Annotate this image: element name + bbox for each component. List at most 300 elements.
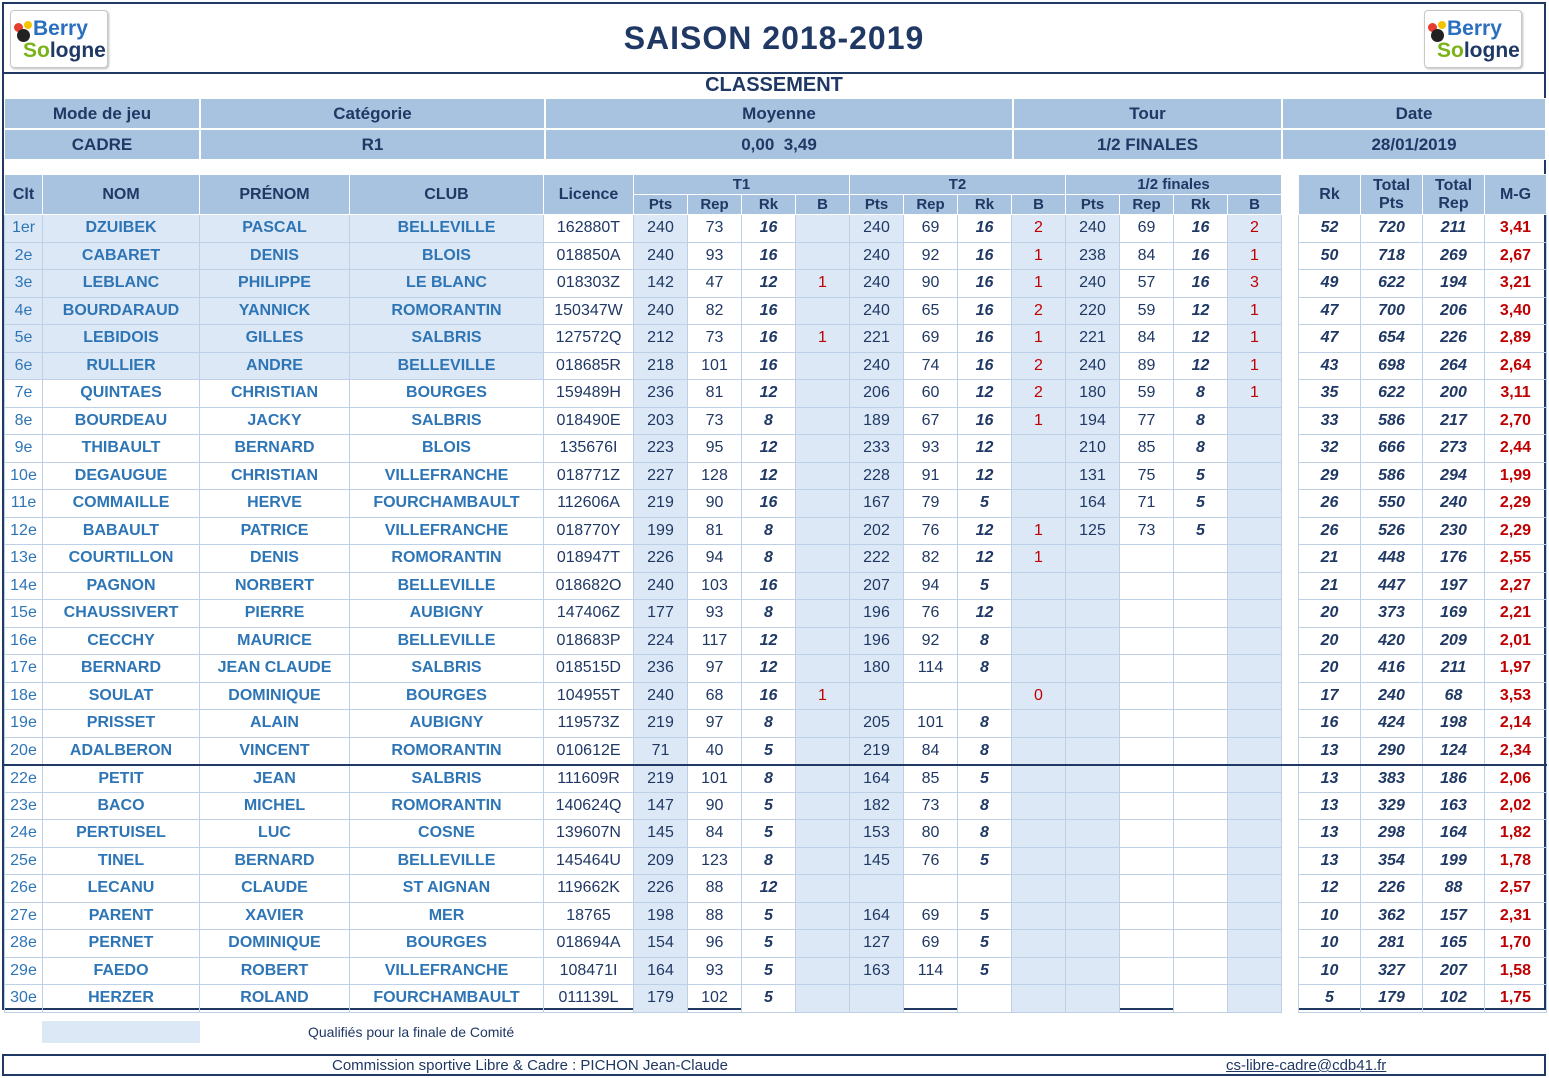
total-pts-cell: 226 — [1361, 875, 1423, 903]
name-cell: THIBAULT — [43, 435, 200, 463]
mg-cell: 2,31 — [1485, 902, 1547, 930]
total-rep-cell: 269 — [1423, 242, 1485, 270]
mg-cell: 1,78 — [1485, 847, 1547, 875]
col-pts-2: Pts — [850, 195, 904, 215]
rep-cell — [1120, 902, 1174, 930]
club-cell: FOURCHAMBAULT — [350, 490, 544, 518]
rank-cell: 2e — [5, 242, 43, 270]
rk-cell: 16 — [742, 325, 796, 353]
rep-cell — [904, 682, 958, 710]
firstname-cell: PHILIPPE — [200, 270, 350, 298]
total-pts-cell: 420 — [1361, 627, 1423, 655]
col-rk-total: Rk — [1299, 175, 1361, 215]
rep-cell: 84 — [1120, 242, 1174, 270]
b-cell: 2 — [1012, 352, 1066, 380]
b-cell — [1228, 490, 1282, 518]
b-cell — [1228, 737, 1282, 765]
name-cell: DEGAUGUE — [43, 462, 200, 490]
gap-cell — [1282, 930, 1299, 958]
club-cell: MER — [350, 902, 544, 930]
mg-cell: 3,53 — [1485, 682, 1547, 710]
mg-cell: 1,97 — [1485, 655, 1547, 683]
table-row — [5, 875, 1547, 903]
total-rk-cell: 12 — [1299, 875, 1361, 903]
table-row — [5, 710, 1547, 738]
licence-cell: 127572Q — [544, 325, 634, 353]
name-cell: CHAUSSIVERT — [43, 600, 200, 628]
total-rep-cell: 199 — [1423, 847, 1485, 875]
rk-cell: 8 — [742, 517, 796, 545]
b-cell — [796, 490, 850, 518]
rep-cell — [1120, 655, 1174, 683]
licence-cell: 018303Z — [544, 270, 634, 298]
ranking-body — [5, 215, 1547, 1013]
club-cell: ROMORANTIN — [350, 297, 544, 325]
club-cell: BLOIS — [350, 242, 544, 270]
gap-cell — [1282, 462, 1299, 490]
pts-cell: 240 — [1066, 215, 1120, 243]
total-pts-cell: 622 — [1361, 380, 1423, 408]
rk-cell: 16 — [1174, 242, 1228, 270]
rk-cell: 16 — [958, 242, 1012, 270]
rk-cell — [1174, 902, 1228, 930]
total-rk-cell: 33 — [1299, 407, 1361, 435]
firstname-cell: JEAN CLAUDE — [200, 655, 350, 683]
name-cell: COMMAILLE — [43, 490, 200, 518]
pts-cell: 189 — [850, 407, 904, 435]
club-cell: SALBRIS — [350, 765, 544, 793]
pts-cell: 240 — [1066, 270, 1120, 298]
table-row — [5, 352, 1547, 380]
pts-cell: 164 — [634, 957, 688, 985]
gap-cell — [1282, 792, 1299, 820]
rep-cell: 59 — [1120, 380, 1174, 408]
rank-cell: 3e — [5, 270, 43, 298]
licence-cell: 018515D — [544, 655, 634, 683]
name-cell: PARENT — [43, 902, 200, 930]
mg-cell: 1,99 — [1485, 462, 1547, 490]
club-cell: BELLEVILLE — [350, 215, 544, 243]
mg-cell: 2,34 — [1485, 737, 1547, 765]
rk-cell: 12 — [1174, 352, 1228, 380]
pts-cell: 240 — [634, 215, 688, 243]
rank-cell: 22e — [5, 765, 43, 793]
pts-cell: 221 — [850, 325, 904, 353]
table-row — [5, 957, 1547, 985]
rank-cell: 17e — [5, 655, 43, 683]
total-rep-cell: 88 — [1423, 875, 1485, 903]
pts-cell: 220 — [1066, 297, 1120, 325]
firstname-cell: CHRISTIAN — [200, 462, 350, 490]
pts-cell: 196 — [850, 627, 904, 655]
licence-cell: 108471I — [544, 957, 634, 985]
name-cell: BABAULT — [43, 517, 200, 545]
rk-cell — [1174, 957, 1228, 985]
firstname-cell: ALAIN — [200, 710, 350, 738]
rep-cell: 81 — [688, 517, 742, 545]
rk-cell: 12 — [958, 545, 1012, 573]
pts-cell: 202 — [850, 517, 904, 545]
rk-cell: 8 — [1174, 435, 1228, 463]
info-value-average: 0,00 3,49 — [545, 129, 1013, 160]
rk-cell: 8 — [958, 655, 1012, 683]
gap-cell — [1282, 627, 1299, 655]
rep-cell: 69 — [904, 930, 958, 958]
info-label-mode: Mode de jeu — [4, 98, 200, 129]
pts-cell: 164 — [1066, 490, 1120, 518]
total-pts-cell: 373 — [1361, 600, 1423, 628]
rep-cell: 101 — [688, 765, 742, 793]
b-cell — [796, 545, 850, 573]
b-cell — [796, 462, 850, 490]
total-rk-cell: 26 — [1299, 490, 1361, 518]
gap-cell — [1282, 875, 1299, 903]
gap-cell — [1282, 242, 1299, 270]
b-cell — [1228, 545, 1282, 573]
rk-cell — [1174, 792, 1228, 820]
col-licence: Licence — [544, 175, 634, 215]
name-cell: LEBLANC — [43, 270, 200, 298]
rank-cell: 4e — [5, 297, 43, 325]
rk-cell — [958, 682, 1012, 710]
b-cell — [796, 572, 850, 600]
col-b-1: B — [796, 195, 850, 215]
total-rk-cell: 13 — [1299, 737, 1361, 765]
gap-cell — [1282, 820, 1299, 848]
firstname-cell: NORBERT — [200, 572, 350, 600]
rk-cell — [1174, 875, 1228, 903]
club-cell: SALBRIS — [350, 407, 544, 435]
mg-cell: 2,64 — [1485, 352, 1547, 380]
pts-cell: 240 — [850, 352, 904, 380]
b-cell — [1012, 490, 1066, 518]
rk-cell: 12 — [1174, 325, 1228, 353]
rk-cell: 8 — [742, 847, 796, 875]
b-cell — [1228, 930, 1282, 958]
club-cell: BELLEVILLE — [350, 627, 544, 655]
firstname-cell: DENIS — [200, 242, 350, 270]
rep-cell: 76 — [904, 517, 958, 545]
table-row — [5, 215, 1547, 243]
col-pts-3: Pts — [1066, 195, 1120, 215]
table-row — [5, 765, 1547, 793]
rk-cell: 16 — [742, 215, 796, 243]
rep-cell: 88 — [688, 902, 742, 930]
mg-cell: 2,21 — [1485, 600, 1547, 628]
pts-cell: 207 — [850, 572, 904, 600]
table-row — [5, 627, 1547, 655]
rep-cell: 59 — [1120, 297, 1174, 325]
name-cell: SOULAT — [43, 682, 200, 710]
rk-cell: 16 — [1174, 215, 1228, 243]
rep-cell — [1120, 545, 1174, 573]
table-row — [5, 572, 1547, 600]
b-cell — [1012, 820, 1066, 848]
info-label-category: Catégorie — [200, 98, 545, 129]
licence-cell: 104955T — [544, 682, 634, 710]
table-row — [5, 462, 1547, 490]
licence-cell: 111609R — [544, 765, 634, 793]
rep-cell — [1120, 710, 1174, 738]
mg-cell: 2,29 — [1485, 490, 1547, 518]
b-cell — [796, 435, 850, 463]
total-rk-cell: 5 — [1299, 985, 1361, 1013]
mg-cell: 2,55 — [1485, 545, 1547, 573]
total-pts-cell: 298 — [1361, 820, 1423, 848]
firstname-cell: YANNICK — [200, 297, 350, 325]
pts-cell: 226 — [634, 875, 688, 903]
pts-cell — [1066, 655, 1120, 683]
rep-cell: 90 — [688, 490, 742, 518]
rk-cell: 12 — [958, 517, 1012, 545]
rank-cell: 26e — [5, 875, 43, 903]
col-b-2: B — [1012, 195, 1066, 215]
mg-cell: 2,06 — [1485, 765, 1547, 793]
rep-cell: 69 — [904, 325, 958, 353]
col-rep-3: Rep — [1120, 195, 1174, 215]
name-cell: BACO — [43, 792, 200, 820]
pts-cell: 236 — [634, 655, 688, 683]
pts-cell: 179 — [634, 985, 688, 1013]
table-row — [5, 517, 1547, 545]
ranking-table — [4, 174, 1547, 1013]
pts-cell: 180 — [850, 655, 904, 683]
b-cell: 1 — [1228, 325, 1282, 353]
mg-cell: 2,14 — [1485, 710, 1547, 738]
club-cell: ROMORANTIN — [350, 792, 544, 820]
page-footer — [2, 1054, 1546, 1076]
col-prenom: PRÉNOM — [200, 175, 350, 215]
rk-cell — [1174, 820, 1228, 848]
name-cell: PERTUISEL — [43, 820, 200, 848]
b-cell — [796, 957, 850, 985]
total-rep-cell: 206 — [1423, 297, 1485, 325]
b-cell — [796, 627, 850, 655]
rk-cell — [1174, 765, 1228, 793]
total-rk-cell: 20 — [1299, 655, 1361, 683]
pts-cell — [1066, 875, 1120, 903]
col-rk-2: Rk — [958, 195, 1012, 215]
rep-cell — [1120, 682, 1174, 710]
total-pts-cell: 720 — [1361, 215, 1423, 243]
rep-cell: 84 — [904, 737, 958, 765]
firstname-cell: DOMINIQUE — [200, 682, 350, 710]
rep-cell: 101 — [904, 710, 958, 738]
rk-cell: 12 — [742, 655, 796, 683]
total-rk-cell: 47 — [1299, 297, 1361, 325]
pts-cell — [1066, 765, 1120, 793]
info-label-average: Moyenne — [545, 98, 1013, 129]
total-rep-cell: 169 — [1423, 600, 1485, 628]
pts-cell: 238 — [1066, 242, 1120, 270]
b-cell — [1228, 600, 1282, 628]
mg-cell: 1,75 — [1485, 985, 1547, 1013]
name-cell: PAGNON — [43, 572, 200, 600]
b-cell — [796, 600, 850, 628]
club-cell: VILLEFRANCHE — [350, 957, 544, 985]
rk-cell: 5 — [958, 490, 1012, 518]
info-value-mode: CADRE — [4, 129, 200, 160]
rep-cell: 71 — [1120, 490, 1174, 518]
rep-cell: 93 — [688, 957, 742, 985]
rk-cell: 12 — [742, 627, 796, 655]
rep-cell: 93 — [688, 242, 742, 270]
rep-cell: 85 — [904, 765, 958, 793]
name-cell: LECANU — [43, 875, 200, 903]
rep-cell: 82 — [904, 545, 958, 573]
pts-cell: 223 — [634, 435, 688, 463]
rk-cell — [1174, 710, 1228, 738]
b-cell — [1012, 930, 1066, 958]
rep-cell — [1120, 847, 1174, 875]
col-rep-2: Rep — [904, 195, 958, 215]
rep-cell: 69 — [904, 902, 958, 930]
firstname-cell: MAURICE — [200, 627, 350, 655]
b-cell — [1228, 902, 1282, 930]
total-rk-cell: 21 — [1299, 545, 1361, 573]
table-row — [5, 242, 1547, 270]
table-row — [5, 600, 1547, 628]
col-gap — [1282, 175, 1299, 215]
club-cell: BELLEVILLE — [350, 352, 544, 380]
name-cell: PETIT — [43, 765, 200, 793]
total-pts-cell: 622 — [1361, 270, 1423, 298]
name-cell: FAEDO — [43, 957, 200, 985]
b-cell — [1012, 600, 1066, 628]
total-rep-cell: 211 — [1423, 655, 1485, 683]
table-row — [5, 902, 1547, 930]
table-row — [5, 985, 1547, 1013]
total-rep-cell: 68 — [1423, 682, 1485, 710]
gap-cell — [1282, 517, 1299, 545]
rk-cell: 16 — [958, 407, 1012, 435]
rk-cell — [1174, 985, 1228, 1013]
name-cell: BERNARD — [43, 655, 200, 683]
pts-cell: 240 — [850, 215, 904, 243]
col-clt: Clt — [5, 175, 43, 215]
pts-cell — [1066, 627, 1120, 655]
table-row — [5, 325, 1547, 353]
legend-text: Qualifiés pour la finale de Comité — [308, 1024, 515, 1040]
col-nom: NOM — [43, 175, 200, 215]
mg-cell: 2,67 — [1485, 242, 1547, 270]
b-cell — [1012, 985, 1066, 1013]
rep-cell: 76 — [904, 600, 958, 628]
rk-cell — [958, 985, 1012, 1013]
b-cell: 1 — [1012, 545, 1066, 573]
total-pts-cell: 718 — [1361, 242, 1423, 270]
licence-cell: 018770Y — [544, 517, 634, 545]
rank-cell: 13e — [5, 545, 43, 573]
mg-cell: 3,21 — [1485, 270, 1547, 298]
rep-cell: 88 — [688, 875, 742, 903]
total-rk-cell: 52 — [1299, 215, 1361, 243]
footer-email-link[interactable]: cs-libre-cadre@cdb41.fr — [1226, 1057, 1387, 1074]
gap-cell — [1282, 572, 1299, 600]
club-cell: BOURGES — [350, 930, 544, 958]
pts-cell: 240 — [634, 242, 688, 270]
licence-cell: 159489H — [544, 380, 634, 408]
rep-cell: 96 — [688, 930, 742, 958]
gap-cell — [1282, 655, 1299, 683]
b-cell — [1012, 957, 1066, 985]
pts-cell: 222 — [850, 545, 904, 573]
berry-sologne-logo-left: Berry Sologne — [10, 10, 108, 68]
pts-cell: 240 — [634, 572, 688, 600]
rep-cell: 93 — [904, 435, 958, 463]
pts-cell: 205 — [850, 710, 904, 738]
col-rep-1: Rep — [688, 195, 742, 215]
rank-cell: 8e — [5, 407, 43, 435]
firstname-cell: DOMINIQUE — [200, 930, 350, 958]
total-rk-cell: 20 — [1299, 600, 1361, 628]
rep-cell: 90 — [688, 792, 742, 820]
table-row — [5, 655, 1547, 683]
table-row — [5, 792, 1547, 820]
table-row — [5, 407, 1547, 435]
rep-cell: 76 — [904, 847, 958, 875]
total-rep-cell: 200 — [1423, 380, 1485, 408]
rk-cell: 8 — [1174, 380, 1228, 408]
rep-cell: 114 — [904, 655, 958, 683]
club-cell: SALBRIS — [350, 325, 544, 353]
rep-cell — [1120, 985, 1174, 1013]
rk-cell: 12 — [742, 380, 796, 408]
rep-cell: 128 — [688, 462, 742, 490]
gap-cell — [1282, 407, 1299, 435]
rep-cell: 92 — [904, 627, 958, 655]
table-row — [5, 930, 1547, 958]
rank-cell: 18e — [5, 682, 43, 710]
licence-cell: 018694A — [544, 930, 634, 958]
firstname-cell: BERNARD — [200, 847, 350, 875]
total-pts-cell: 240 — [1361, 682, 1423, 710]
pts-cell: 164 — [850, 765, 904, 793]
pts-cell: 219 — [634, 490, 688, 518]
rk-cell: 5 — [742, 792, 796, 820]
b-cell — [1012, 627, 1066, 655]
total-rk-cell: 10 — [1299, 930, 1361, 958]
rep-cell: 82 — [688, 297, 742, 325]
rep-cell — [1120, 875, 1174, 903]
licence-cell: 119662K — [544, 875, 634, 903]
table-row — [5, 435, 1547, 463]
b-cell — [1228, 407, 1282, 435]
b-cell: 1 — [1228, 352, 1282, 380]
club-cell: BELLEVILLE — [350, 572, 544, 600]
firstname-cell: XAVIER — [200, 902, 350, 930]
rep-cell — [1120, 930, 1174, 958]
mg-cell: 1,82 — [1485, 820, 1547, 848]
pts-cell: 203 — [634, 407, 688, 435]
firstname-cell: CLAUDE — [200, 875, 350, 903]
licence-cell: 145464U — [544, 847, 634, 875]
pts-cell — [1066, 572, 1120, 600]
firstname-cell: VINCENT — [200, 737, 350, 765]
rep-cell: 81 — [688, 380, 742, 408]
rep-cell — [1120, 627, 1174, 655]
name-cell: PERNET — [43, 930, 200, 958]
rk-cell: 5 — [958, 902, 1012, 930]
col-group-semifinals: 1/2 finales — [1066, 175, 1282, 195]
pts-cell: 240 — [634, 297, 688, 325]
total-rk-cell: 13 — [1299, 792, 1361, 820]
rk-cell — [958, 875, 1012, 903]
b-cell: 1 — [1012, 242, 1066, 270]
mg-cell: 2,27 — [1485, 572, 1547, 600]
pts-cell — [850, 985, 904, 1013]
licence-cell: 018947T — [544, 545, 634, 573]
